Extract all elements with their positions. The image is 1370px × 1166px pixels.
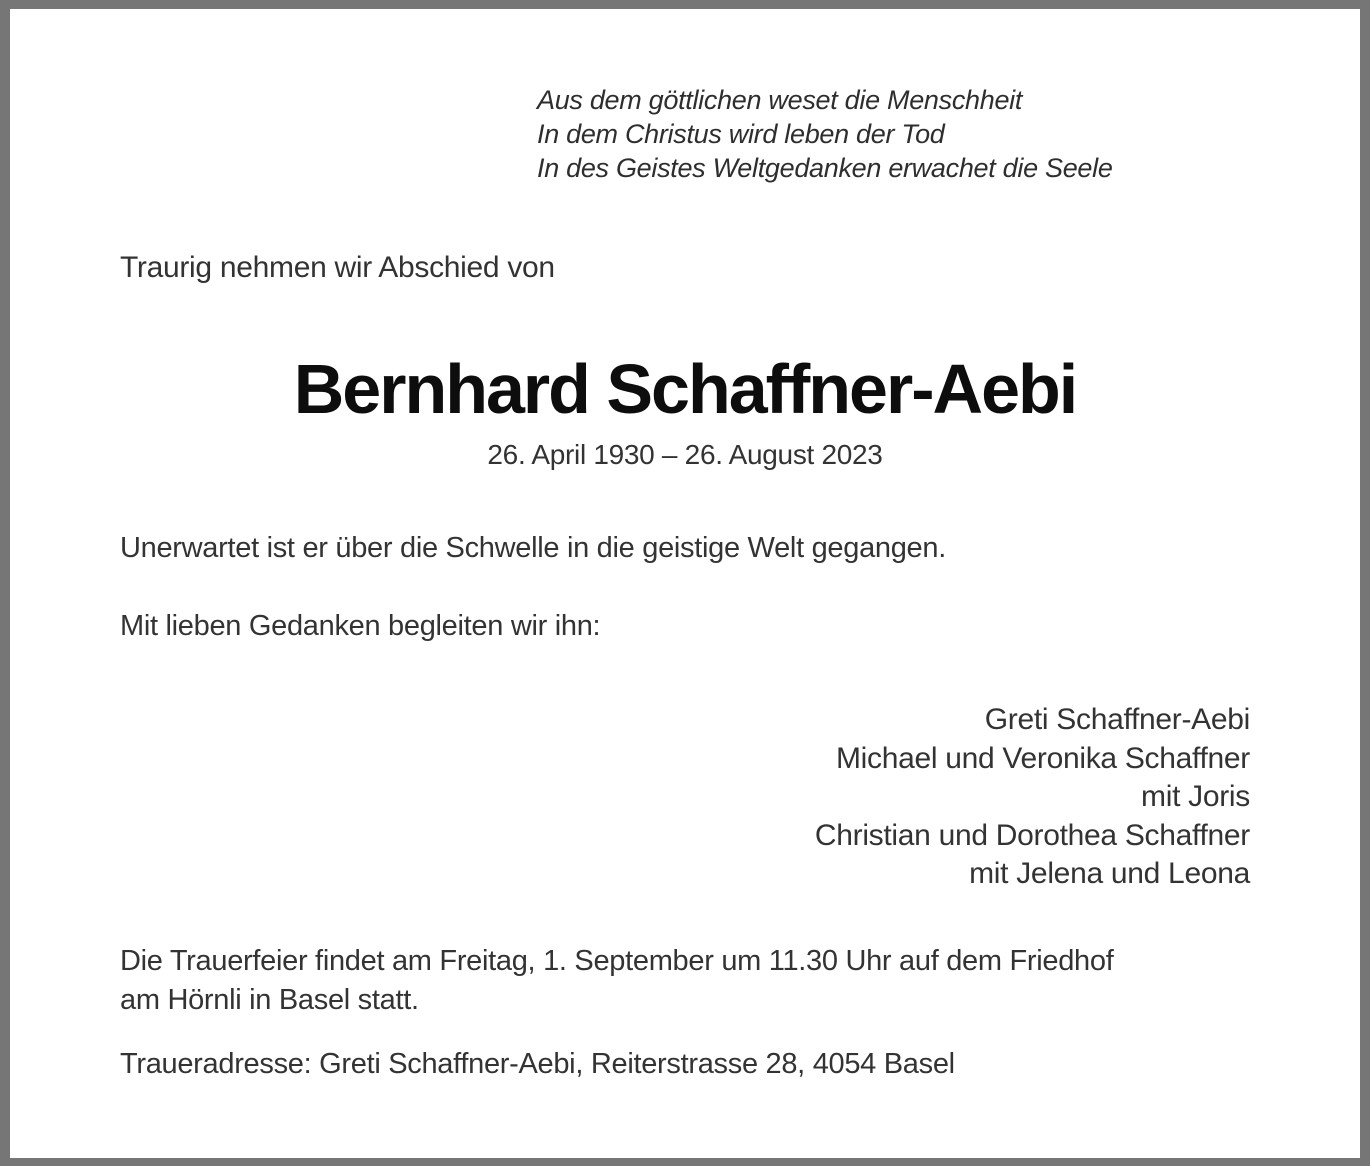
- verse-line: Aus dem göttlichen weset die Menschheit: [537, 85, 1023, 115]
- mourner-line: mit Joris: [1141, 780, 1250, 813]
- verse-line: In des Geistes Weltgedanken erwachet die Seele: [537, 153, 1113, 183]
- intro-text: Traurig nehmen wir Abschied von: [120, 251, 555, 284]
- opening-verse: [537, 83, 1113, 185]
- mourners-list: [815, 701, 1250, 894]
- mourner-line: mit Jelena und Leona: [969, 857, 1250, 890]
- verse-line: In dem Christus wird leben der Tod: [537, 119, 945, 149]
- body-text-passing: Unerwartet ist er über die Schwelle in die geistige Welt gegangen.: [120, 532, 946, 564]
- mourner-line: Michael und Veronika Schaffner: [835, 741, 1250, 775]
- body-text-remembrance: Mit lieben Gedanken begleiten wir ihn:: [120, 610, 601, 642]
- mourner-line: Christian und Dorothea Schaffner: [814, 818, 1250, 852]
- funeral-details: Die Trauerfeier findet am Freitag, 1. September um 11.30 Uhr auf dem Friedhof am Hörnli in Basel statt.: [120, 945, 1114, 1016]
- life-dates: 26. April 1930 – 26. August 2023: [487, 439, 883, 470]
- deceased-name: Bernhard Schaffner-Aebi: [293, 350, 1077, 428]
- mourner-line: Greti Schaffner-Aebi: [984, 703, 1250, 736]
- mourning-address: Traueradresse: Greti Schaffner-Aebi, Reiterstrasse 28, 4054 Basel: [120, 1048, 955, 1080]
